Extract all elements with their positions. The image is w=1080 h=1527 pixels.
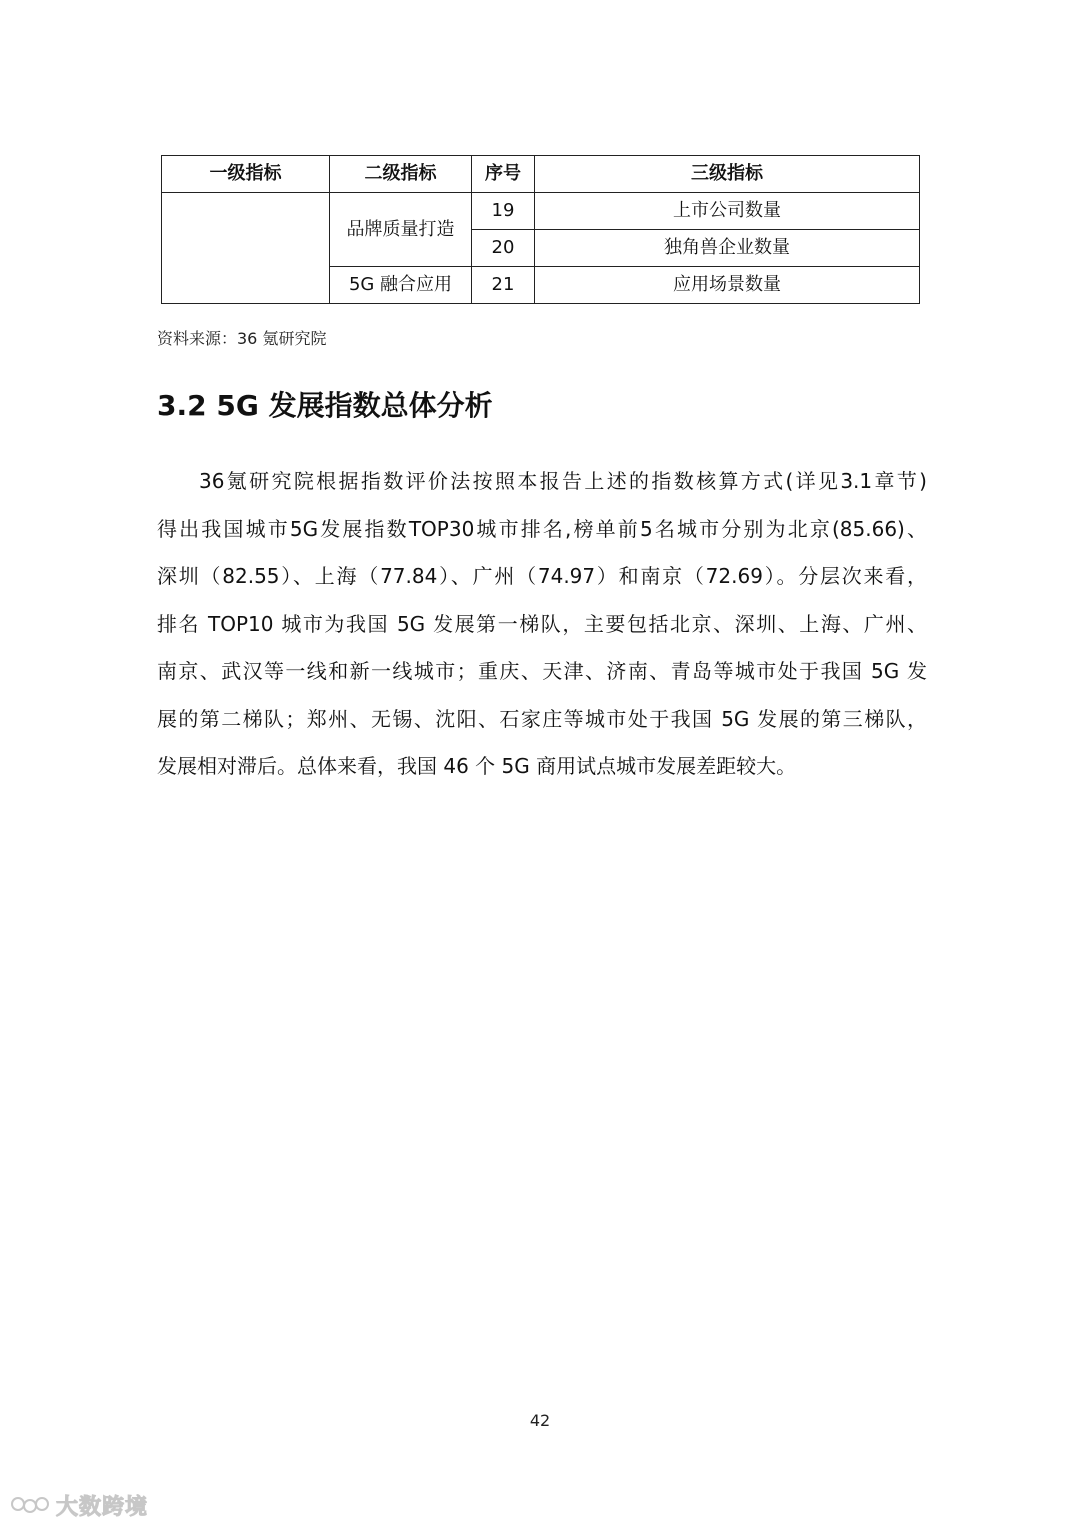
- paragraph-line: 得出我国城市5G发展指数TOP30城市排名,榜单前5名城市分别为北京(85.66)、: [157, 516, 927, 541]
- table-row: [162, 193, 920, 230]
- logo-icon: [10, 1494, 50, 1518]
- paragraph-line: 发展相对滞后。总体来看，我国 46 个 5G 商用试点城市发展差距较大。: [157, 754, 797, 778]
- primary-indicator-cell: [162, 193, 330, 304]
- header-secondary-indicator: 二级指标: [330, 156, 472, 193]
- source-note: 资料来源：36 氪研究院: [157, 329, 327, 348]
- paragraph-line: 展的第二梯队；郑州、无锡、沈阳、石家庄等城市处于我国 5G 发展的第三梯队，: [157, 706, 927, 731]
- watermark: [10, 1490, 148, 1521]
- table-header-row: [162, 156, 920, 193]
- header-primary-indicator: 一级指标: [162, 156, 330, 193]
- serial-number-cell: 21: [472, 267, 535, 304]
- body-paragraph: [157, 458, 927, 791]
- paragraph-line: 深圳（82.55）、上海（77.84）、广州（74.97）和南京（72.69）。分层次来看，: [157, 564, 927, 588]
- tertiary-indicator-cell: 上市公司数量: [535, 193, 920, 230]
- section-heading: 3.2 5G 发展指数总体分析: [157, 389, 493, 422]
- paragraph-line: 36氪研究院根据指数评价法按照本报告上述的指数核算方式(详见3.1章节): [199, 469, 927, 493]
- page-number: 42: [529, 1411, 551, 1430]
- indicator-table: [161, 155, 920, 304]
- serial-number-cell: 20: [472, 230, 535, 267]
- secondary-indicator-cell: 5G 融合应用: [330, 267, 472, 304]
- header-serial-number: 序号: [472, 156, 535, 193]
- header-tertiary-indicator: 三级指标: [535, 156, 920, 193]
- serial-number-cell: 19: [472, 193, 535, 230]
- paragraph-line: 南京、武汉等一线和新一线城市；重庆、天津、济南、青岛等城市处于我国 5G 发: [157, 659, 927, 683]
- paragraph-line: 排名 TOP10 城市为我国 5G 发展第一梯队，主要包括北京、深圳、上海、广州、: [157, 611, 927, 636]
- tertiary-indicator-cell: 应用场景数量: [535, 267, 920, 304]
- watermark-text: 大数跨境: [56, 1495, 149, 1520]
- secondary-indicator-cell: 品牌质量打造: [330, 193, 472, 267]
- tertiary-indicator-cell: 独角兽企业数量: [535, 230, 920, 267]
